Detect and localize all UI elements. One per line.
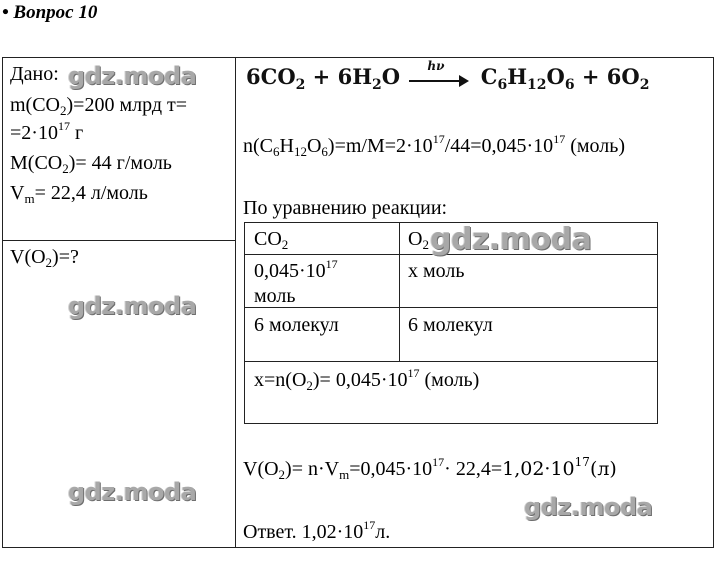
watermark-table: gdz.moda: [430, 222, 592, 257]
by-reaction-label: По уравнению реакции:: [243, 197, 448, 219]
table-cell-co2-moles: $0,045\cdot 10^{17}$: [254, 257, 338, 282]
table-cell-co2-molecules: 6 молекул: [254, 314, 339, 336]
reaction-equation: $6CO_2 + 6H_2O$ hν $C_6H_{12}O_6 + 6O_2$: [246, 58, 650, 93]
inner-table-mid: [399, 222, 400, 362]
inner-table-row2: [244, 307, 658, 308]
watermark-lower-left: gdz.moda: [68, 478, 197, 506]
table-cell-o2-molecules: 6 молекул: [408, 314, 493, 336]
watermark-lower-right: gdz.moda: [524, 493, 653, 521]
given-mass-co2: $m(CO_2)=200$ млрд т=: [10, 94, 188, 118]
table-cell-o2-moles: х моль: [408, 260, 465, 282]
photon-label: hν: [427, 58, 445, 73]
handwritten-result: $1,02\cdot 10^{17}(л)$: [502, 455, 617, 480]
column-divider: [235, 57, 236, 548]
question-title: • Вопрос 10: [2, 2, 98, 23]
inner-table-row3: [244, 361, 658, 362]
inner-table-right: [657, 222, 658, 424]
watermark-find: gdz.moda: [68, 292, 197, 320]
find-volume-o2: $V(O_2)=$?: [10, 246, 79, 270]
table-result-row: $x=n(O_2)= 0,045\cdot 10^{17}$ (моль): [254, 366, 480, 393]
answer-line: Ответ. $1,02\cdot 10^{17}л$.: [243, 518, 391, 543]
reaction-arrow: [407, 58, 473, 89]
table-border-left: [2, 57, 3, 548]
table-header-co2: $CO_2$: [254, 228, 289, 252]
table-cell-co2-moles-unit: моль: [254, 285, 296, 307]
given-find-divider: [2, 240, 236, 241]
given-label: Дано:: [10, 63, 59, 85]
watermark-given: gdz.moda: [68, 62, 197, 90]
inner-table-left: [244, 222, 245, 424]
table-border-right: [713, 57, 714, 548]
table-header-o2: $O_2$: [408, 228, 429, 252]
given-molar-volume: $V_m= 22,4$ л/моль: [10, 182, 148, 206]
given-mass-grams: $=2\cdot 10^{17}$ г: [10, 119, 84, 144]
given-molar-mass: $M(CO_2)= 44$ г/моль: [10, 152, 172, 176]
glucose-moles-formula: $n(C_6H_{12}O_6)=m/M=2\cdot 10^{17}/44=0,045\cdot 10^{17}$ (моль): [243, 132, 626, 159]
inner-table-bottom: [244, 423, 658, 424]
table-border-top: [2, 57, 714, 58]
volume-calculation: $V(O_2)= n\cdot V_m=0,045\cdot 10^{17}\cdot 22,4=1,02\cdot 10^{17}(л)$: [243, 455, 617, 482]
table-border-bottom: [2, 547, 714, 548]
